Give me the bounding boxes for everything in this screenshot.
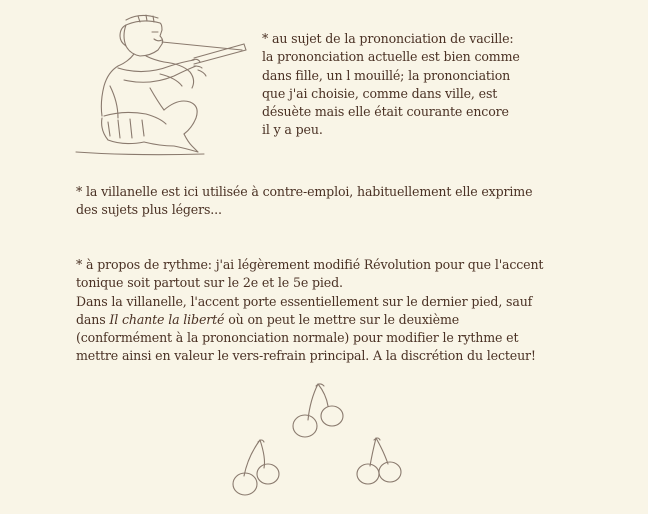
note-villanelle (76, 183, 532, 220)
note-prononciation (262, 30, 520, 140)
cherries-illustration (228, 380, 412, 504)
note-line: (conformément à la prononciation normale) pour modifier le rythme et (76, 330, 519, 346)
note-line: dans fille, un l mouillé; la prononciation (262, 67, 511, 83)
note-line: * au sujet de la prononciation de vacille: (262, 31, 514, 46)
note-line: que j'ai choisie, comme dans ville, est (262, 85, 498, 101)
note-text: où on peut le mettre sur le deuxième (224, 311, 460, 327)
note-line: la prononciation actuelle est bien comme (262, 49, 520, 65)
note-line: tonique soit partout sur le 2e et le 5e pied. (76, 275, 343, 291)
note-line: désuète mais elle était courante encore (262, 104, 509, 120)
note-line: * à propos de rythme: j'ai légèrement modifié Révolution pour que l'accent (76, 257, 544, 272)
note-line (76, 311, 543, 329)
poem-title-italic: Il chante la liberté (109, 311, 225, 327)
note-rythme (76, 256, 543, 366)
note-line: des sujets plus légers... (76, 202, 222, 218)
note-text: dans (76, 311, 110, 327)
note-line: mettre ainsi en valeur le vers-refrain principal. A la discrétion du lecteur! (76, 348, 536, 364)
note-line: * la villanelle est ici utilisée à contre-emploi, habituellement elle exprime (76, 184, 533, 199)
flute-player-illustration (74, 6, 274, 158)
note-line: il y a peu. (262, 122, 323, 138)
note-line: Dans la villanelle, l'accent porte essentiellement sur le dernier pied, sauf (76, 293, 533, 309)
